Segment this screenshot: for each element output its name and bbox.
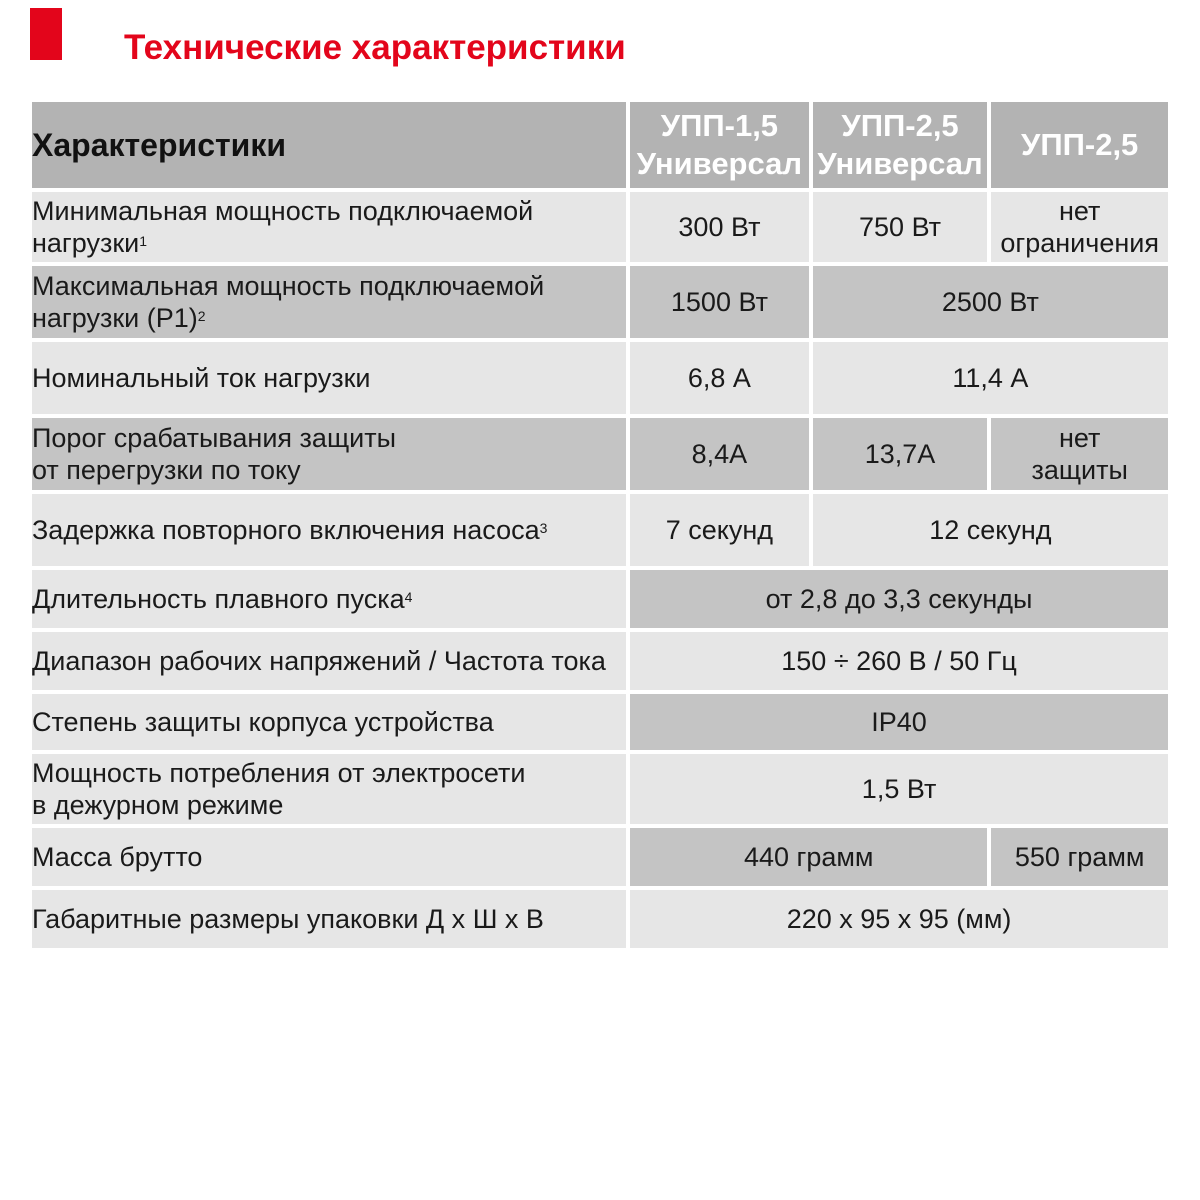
header-model-3	[991, 102, 1168, 188]
row-value: IP40	[630, 694, 1168, 750]
row-value: 550 грамм	[991, 828, 1168, 886]
footnote-marker: 4	[404, 589, 413, 605]
row-label-line1: Максимальная мощность подключаемой	[32, 271, 545, 301]
table-header-row	[32, 102, 1168, 188]
row-value: от 2,8 до 3,3 секунды	[630, 570, 1168, 628]
row-label-line1: Порог срабатывания защиты	[32, 423, 397, 453]
row-label-line1: Мощность потребления от электросети	[32, 758, 526, 788]
row-label-line2: от перегрузки по току	[32, 455, 301, 485]
row-value: 6,8 А	[630, 342, 809, 414]
table-row	[32, 632, 1168, 690]
row-label: Задержка повторного включения насоса$^3$	[32, 494, 626, 566]
footnote-marker: 2	[197, 308, 206, 324]
table-row	[32, 342, 1168, 414]
footnote-marker: 1	[139, 233, 148, 249]
table-row	[32, 754, 1168, 824]
header-model-2-line1: УПП-2,5	[841, 108, 959, 143]
row-label: Диапазон рабочих напряжений / Частота тока	[32, 632, 626, 690]
row-value: 1500 Вт	[630, 266, 809, 338]
table-row	[32, 266, 1168, 338]
row-label-line1: Минимальная мощность подключаемой	[32, 196, 534, 226]
table-row	[32, 890, 1168, 948]
accent-block	[30, 8, 62, 60]
row-label-line2: нагрузки$^1$	[32, 228, 148, 258]
header-model-3-line1: УПП-2,5	[1021, 127, 1139, 162]
row-label: Масса брутто	[32, 828, 626, 886]
header-model-2	[813, 102, 988, 188]
header-model-2-line2: Универсал	[817, 146, 983, 181]
table-row	[32, 570, 1168, 628]
row-label-line2: нагрузки $(Р1)^2$	[32, 303, 206, 333]
row-value: 300 Вт	[630, 192, 809, 262]
row-value: 150 ÷ 260 В / 50 Гц	[630, 632, 1168, 690]
header-model-1-line1: УПП-1,5	[660, 108, 779, 143]
spec-table	[28, 98, 1172, 952]
header-label: Характеристики	[32, 102, 626, 188]
row-value: 2500 Вт	[813, 266, 1168, 338]
row-value: 750 Вт	[813, 192, 988, 262]
page-title: Технические характеристики	[124, 28, 626, 67]
table-row	[32, 694, 1168, 750]
row-value: 13,7А	[813, 418, 988, 490]
footnote-marker: 3	[539, 520, 548, 536]
table-row	[32, 418, 1168, 490]
row-label-line2: в дежурном режиме	[32, 790, 284, 820]
header-model-1-line2: Универсал	[636, 146, 803, 181]
row-label: Степень защиты корпуса устройства	[32, 694, 626, 750]
row-label	[32, 192, 626, 262]
row-value: 7 секунд	[630, 494, 809, 566]
row-value: 11,4 А	[813, 342, 1168, 414]
row-value: 440 грамм	[630, 828, 987, 886]
row-value: 220 х 95 х 95 (мм)	[630, 890, 1168, 948]
row-label	[32, 754, 626, 824]
table-row	[32, 494, 1168, 566]
row-label: Номинальный ток нагрузки	[32, 342, 626, 414]
row-label: Габаритные размеры упаковки Д х Ш х В	[32, 890, 626, 948]
row-value: нет ограничения	[991, 192, 1168, 262]
row-value: 8,4А	[630, 418, 809, 490]
row-label	[32, 266, 626, 338]
table-row	[32, 192, 1168, 262]
row-value: 1,5 Вт	[630, 754, 1168, 824]
row-value: 12 секунд	[813, 494, 1168, 566]
row-value: нет защиты	[991, 418, 1168, 490]
header-model-1	[630, 102, 809, 188]
row-label: Длительность плавного пуска$^4$	[32, 570, 626, 628]
table-row	[32, 828, 1168, 886]
row-label	[32, 418, 626, 490]
